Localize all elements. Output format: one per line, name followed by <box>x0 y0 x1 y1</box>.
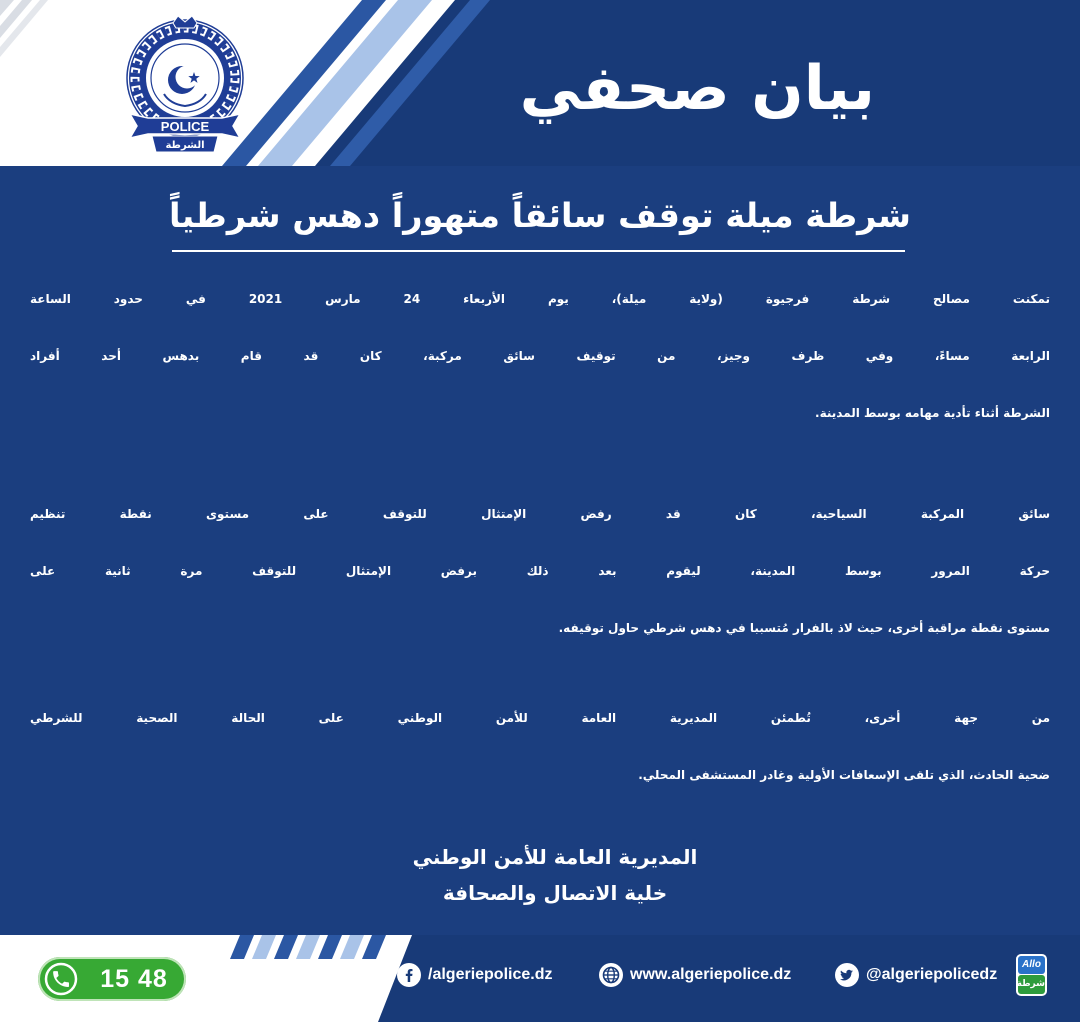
paragraph-1 <box>30 271 1050 442</box>
press-release-title <box>515 40 875 136</box>
website-url: www.algeriepolice.dz <box>630 966 792 983</box>
signature-directorate: المديرية العامة للأمن الوطني <box>412 845 698 869</box>
paragraph-line-text: الشرطة أثناء تأدية مهامه بوسط المدينة. <box>815 406 1050 420</box>
twitter-link[interactable] <box>835 963 1005 987</box>
emblem-crown <box>173 16 197 28</box>
paragraph-line <box>30 543 1050 600</box>
globe-icon <box>599 963 623 987</box>
hotline-number: 15 48 <box>100 965 168 993</box>
paragraph-line <box>30 600 1050 657</box>
hotline-badge <box>38 957 186 1001</box>
twitter-icon <box>835 963 859 987</box>
twitter-handle: @algeriepolicedz <box>866 966 998 983</box>
app-logo-bottom-text: شرطة <box>1018 975 1045 994</box>
press-release-title-text: بيان صحفي <box>519 52 875 124</box>
paragraph-line <box>30 747 1050 804</box>
emblem-ribbon-text: POLICE <box>160 119 210 134</box>
headline <box>165 188 915 244</box>
paragraph-3 <box>30 690 1050 804</box>
paragraph-line-text: مستوى نقطة مراقبة أخرى، حيث لاذ بالفرار مُتسببا في دهس شرطي حاول توقيفه. <box>558 621 1050 635</box>
paragraph-line <box>30 486 1050 543</box>
facebook-icon <box>397 963 421 987</box>
paragraph-line-text: ضحية الحادث، الذي تلقى الإسعافات الأولية وغادر المستشفى المحلي. <box>638 768 1050 782</box>
phone-icon <box>44 962 78 996</box>
signature-line <box>410 839 700 875</box>
website-link[interactable] <box>599 963 809 987</box>
paragraph-line <box>30 328 1050 385</box>
paragraph-2 <box>30 486 1050 657</box>
paragraph-line-text: حركة المرور بوسط المدينة، ليقوم بعد ذلك برفض الإمتثال للتوقف مرة ثانية على <box>30 564 1050 578</box>
paragraph-line <box>30 690 1050 747</box>
headline-text: شرطة ميلة توقف سائقاً متهوراً دهس شرطياً <box>169 196 911 235</box>
police-emblem <box>118 14 252 154</box>
paragraph-line-text: من جهة أخرى، تُطمئن المديرية العامة للأمن الوطني على الحالة الصحية للشرطي <box>30 711 1050 725</box>
allo-shorta-app-logo <box>1016 954 1047 996</box>
app-logo-top-text: Allo <box>1018 956 1045 974</box>
signature-cell: خلية الاتصال والصحافة <box>442 881 668 905</box>
headline-underline <box>172 250 905 252</box>
emblem-banner-text: الشرطة <box>165 140 205 151</box>
paragraph-line-text: سائق المركبة السياحية، كان قد رفض الإمتثال للتوقف على مستوى نقطة تنظيم <box>30 507 1050 521</box>
facebook-link[interactable] <box>397 963 587 987</box>
signature-line <box>410 875 700 911</box>
paragraph-line <box>30 385 1050 442</box>
facebook-handle: /algeriepolice.dz <box>428 966 553 983</box>
paragraph-line-text: تمكنت مصالح شرطة فرجيوة (ولاية ميلة)، يوم الأربعاء 24 مارس 2021 في حدود الساعة <box>30 292 1050 306</box>
paragraph-line-text: الرابعة مساءً، وفي ظرف وجيز، من توقيف سائق مركبة، كان قد قام بدهس أحد أفراد <box>30 349 1050 363</box>
signature <box>410 839 700 911</box>
paragraph-line <box>30 271 1050 328</box>
